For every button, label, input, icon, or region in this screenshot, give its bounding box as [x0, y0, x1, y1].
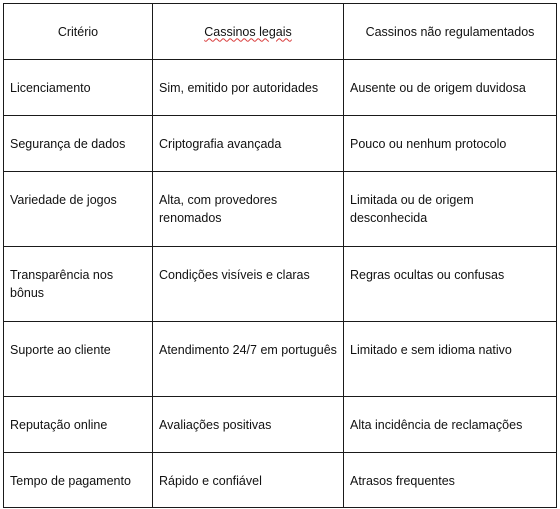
header-cassinos-nao-regulamentados: Cassinos não regulamentados — [344, 4, 557, 60]
cell-criterion: Licenciamento — [4, 60, 153, 116]
cell-unregulated: Regras ocultas ou confusas — [344, 247, 557, 322]
cell-legal: Criptografia avançada — [153, 116, 344, 172]
header-cassinos-legais — [153, 4, 344, 60]
cell-legal: Sim, emitido por autoridades — [153, 60, 344, 116]
table-header-row — [4, 4, 557, 60]
header-cassinos-legais-text: Cassinos legais — [204, 24, 292, 39]
cell-criterion: Segurança de dados — [4, 116, 153, 172]
table-row — [4, 453, 557, 508]
table-row — [4, 60, 557, 116]
table-row — [4, 247, 557, 322]
cell-criterion: Reputação online — [4, 397, 153, 453]
cell-unregulated: Atrasos frequentes — [344, 453, 557, 508]
cell-criterion: Suporte ao cliente — [4, 322, 153, 397]
cell-legal: Condições visíveis e claras — [153, 247, 344, 322]
cell-criterion: Variedade de jogos — [4, 172, 153, 247]
cell-unregulated: Limitada ou de origem desconhecida — [344, 172, 557, 247]
cell-unregulated: Alta incidência de reclamações — [344, 397, 557, 453]
table-row — [4, 172, 557, 247]
table-row — [4, 322, 557, 397]
table-row — [4, 397, 557, 453]
header-criterio: Critério — [4, 4, 153, 60]
cell-unregulated: Pouco ou nenhum protocolo — [344, 116, 557, 172]
cell-unregulated: Ausente ou de origem duvidosa — [344, 60, 557, 116]
cell-unregulated: Limitado e sem idioma nativo — [344, 322, 557, 397]
cell-criterion: Transparência nos bônus — [4, 247, 153, 322]
cell-legal: Alta, com provedores renomados — [153, 172, 344, 247]
table-row — [4, 116, 557, 172]
comparison-table — [3, 3, 557, 508]
cell-criterion: Tempo de pagamento — [4, 453, 153, 508]
cell-legal: Rápido e confiável — [153, 453, 344, 508]
cell-legal: Atendimento 24/7 em português — [153, 322, 344, 397]
cell-legal: Avaliações positivas — [153, 397, 344, 453]
